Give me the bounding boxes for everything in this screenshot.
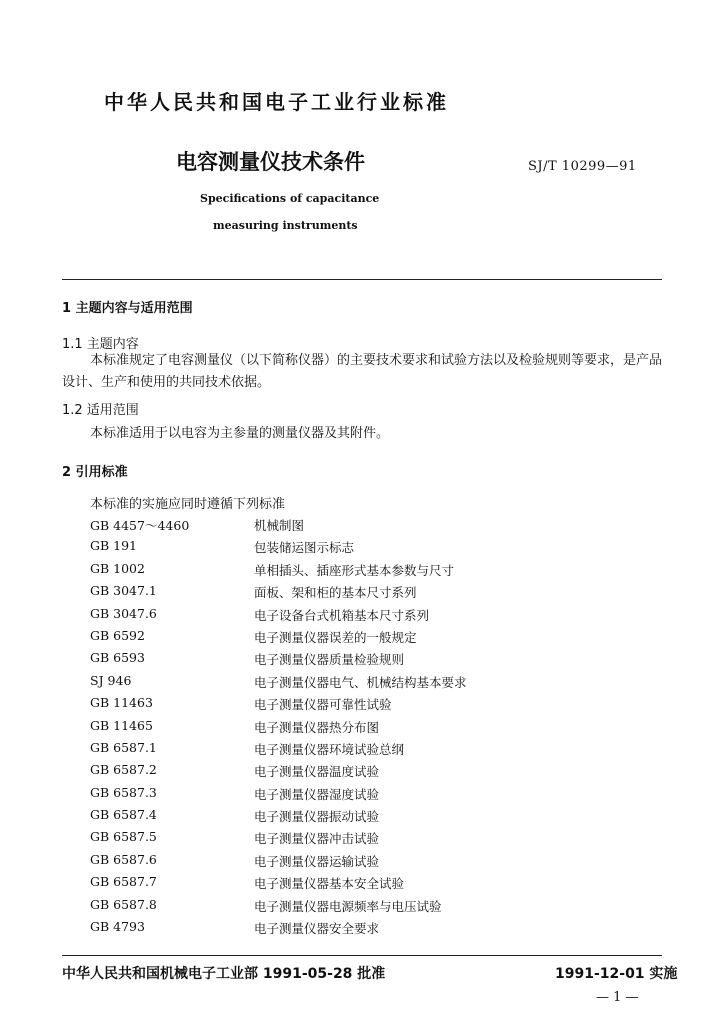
section-1-1-text: 本标准规定了电容测量仪（以下简称仪器）的主要技术要求和试验方法以及检验规则等要求，是产品设计、生产和使用的共同技术依据。 bbox=[62, 353, 663, 390]
reference-title: 电子测量仪器振动试验 bbox=[254, 809, 380, 825]
reference-code: GB 4793 bbox=[90, 919, 145, 935]
section-1-2-text: 本标准适用于以电容为主参量的测量仪器及其附件。 bbox=[90, 426, 390, 441]
standard-title: 电容测量仪技术条件 bbox=[176, 150, 365, 174]
reference-code: GB 6593 bbox=[90, 650, 145, 666]
reference-title: 单相插头、插座形式基本参数与尺寸 bbox=[254, 562, 455, 578]
reference-code: GB 6587.7 bbox=[90, 874, 157, 890]
reference-title: 电子测量仪器热分布图 bbox=[254, 719, 380, 735]
english-title-line1: Specifications of capacitance bbox=[200, 192, 380, 205]
reference-title: 电子测量仪器温度试验 bbox=[254, 764, 380, 780]
reference-title: 电子测量仪器误差的一般规定 bbox=[254, 629, 417, 645]
english-title-line2: measuring instruments bbox=[213, 219, 358, 232]
reference-code: GB 191 bbox=[90, 538, 138, 554]
reference-code: GB 6587.3 bbox=[90, 784, 157, 800]
reference-code: GB 6592 bbox=[90, 627, 145, 643]
reference-title: 电子测量仪器电源频率与电压试验 bbox=[254, 898, 442, 914]
reference-title: 电子测量仪器电气、机械结构基本要求 bbox=[254, 674, 467, 690]
reference-title: 电子测量仪器安全要求 bbox=[254, 921, 380, 937]
reference-title: 电子测量仪器冲击试验 bbox=[254, 831, 380, 847]
footer-divider bbox=[62, 955, 662, 956]
reference-title: 电子设备台式机箱基本尺寸系列 bbox=[254, 607, 430, 623]
reference-code: GB 1002 bbox=[90, 560, 145, 576]
reference-title: 机械制图 bbox=[254, 518, 305, 533]
reference-code: GB 6587.5 bbox=[90, 829, 157, 845]
reference-title: 包装储运图示标志 bbox=[254, 540, 355, 556]
reference-title: 电子测量仪器可靠性试验 bbox=[254, 697, 392, 713]
reference-code: GB 4457～4460 bbox=[90, 518, 190, 533]
reference-code: GB 3047.1 bbox=[90, 583, 157, 599]
reference-title: 电子测量仪器质量检验规则 bbox=[254, 652, 405, 668]
page-number: — 1 — bbox=[596, 990, 639, 1005]
header-divider bbox=[62, 279, 662, 280]
approval-line: 中华人民共和国机械电子工业部 1991-05-28 批准 bbox=[62, 966, 386, 982]
reference-title: 电子测量仪器湿度试验 bbox=[254, 786, 380, 802]
section-1-2-heading: 1.2 适用范围 bbox=[62, 403, 139, 418]
reference-code: GB 6587.2 bbox=[90, 762, 157, 778]
reference-title: 电子测量仪器基本安全试验 bbox=[254, 876, 405, 892]
reference-code: GB 11463 bbox=[90, 695, 153, 711]
reference-code: GB 6587.6 bbox=[90, 851, 157, 867]
organization-header: 中华人民共和国电子工业行业标准 bbox=[104, 90, 449, 114]
section-1-heading: 1 主题内容与适用范围 bbox=[62, 301, 193, 316]
reference-title: 面板、架和柜的基本尺寸系列 bbox=[254, 585, 417, 601]
reference-title: 电子测量仪器运输试验 bbox=[254, 853, 380, 869]
reference-code: GB 11465 bbox=[90, 717, 153, 733]
reference-code: SJ 946 bbox=[90, 672, 132, 688]
reference-code: GB 6587.1 bbox=[90, 739, 157, 755]
reference-title: 电子测量仪器环境试验总纲 bbox=[254, 741, 405, 757]
standard-code: SJ/T 10299—91 bbox=[528, 159, 637, 174]
reference-code: GB 6587.8 bbox=[90, 896, 157, 912]
section-2-heading: 2 引用标准 bbox=[62, 465, 128, 480]
reference-code: GB 3047.6 bbox=[90, 605, 157, 621]
reference-code: GB 6587.4 bbox=[90, 807, 157, 823]
section-1-1-heading: 1.1 主题内容 bbox=[62, 337, 139, 352]
section-2-intro: 本标准的实施应同时遵循下列标准 bbox=[90, 497, 286, 512]
implementation-date: 1991-12-01 实施 bbox=[555, 966, 678, 982]
